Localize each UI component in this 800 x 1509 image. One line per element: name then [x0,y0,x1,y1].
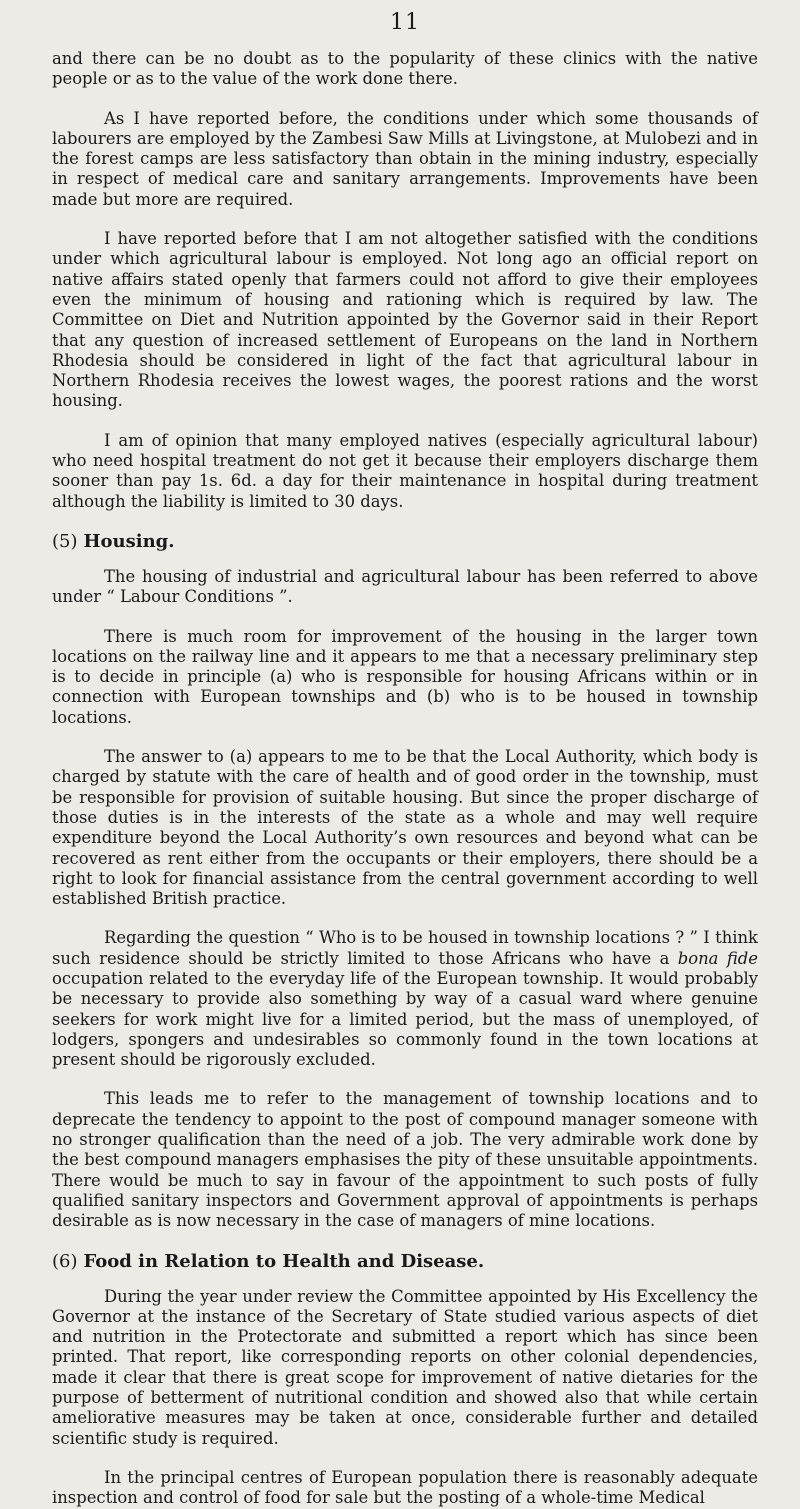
page-number: 11 [390,10,420,35]
paragraph-text: occupation related to the everyday life of the European township. It would probably be necessary to provide also something by way of a casual ward where genuine seekers for work might live for a limited period, but the mass of unemployed, of lodgers, spongers and undesirables so commonly found in the town locations at present should be rigorously excluded. [52,968,758,1070]
paragraph-food-inspection: In the principal centres of European population there is reasonably adequate inspection and control of food for sale but the posting of a whole-time Medical [52,1467,758,1508]
section-title: Housing. [83,530,175,552]
paragraph-text: Regarding the question “ Who is to be housed in township locations ? ” I think such residence should be strictly limited to those Africans who have a [52,928,758,968]
paragraph-agricultural-labour: I have reported before that I am not altogether satisfied with the conditions under which agricultural labour is employed. Not long ago an official report on native affairs stated openly that farmers could not afford to give their employees even the minimum of housing and rationing which is required by law. The Committee on Diet and Nutrition appointed by the Governor said in their Report that any question of increased settlement of Europeans on the land in Northern Rhodesia should be considered in light of the fact that agricultural labour in Northern Rhodesia receives the lowest wages, the poorest rations and the worst housing. [52,229,758,411]
section-number: (6) [52,1250,78,1272]
paragraph-clinics-continued: and there can be no doubt as to the popularity of these clinics with the native people or as to the value of the work done there. [52,49,758,89]
paragraph-housing-intro: The housing of industrial and agricultural labour has been referred to above under “ Labour Conditions ”. [52,566,758,607]
emphasis-bona-fide: bona fide [677,948,758,968]
section-number: (5) [52,530,78,552]
paragraph-diet-committee: During the year under review the Committee appointed by His Excellency the Governor at the instance of the Secretary of State studied various aspects of diet and nutrition in the Protectorate and submitted a report which has since been printed. That report, like corresponding reports on other colonial dependencies, made it clear that there is great scope for improvement of native dietaries for the purpose of betterment of nutritional condition and showed also that while certain ameliorative measures may be taken at once, considerable further and detailed scientific study is required. [52,1286,758,1448]
section-heading-food [52,1251,758,1273]
section-title: Food in Relation to Health and Disease. [83,1250,485,1272]
paragraph-who-housed [52,928,758,1070]
paragraph-town-locations: There is much room for improvement of the housing in the larger town locations on the railway line and it appears to me that a necessary preliminary step is to decide in principle (a) who is responsible for housing Africans within or in connection with European townships and (b) who is to be housed in township locations. [52,626,758,727]
paragraph-hospital-treatment: I am of opinion that many employed natives (especially agricultural labour) who need hospital treatment do not get it because their employers discharge them sooner than pay 1s. 6d. a day for their maintenance in hospital during treatment although the liability is limited to 30 days. [52,430,758,511]
paragraph-local-authority: The answer to (a) appears to me to be that the Local Authority, which body is charged by statute with the care of health and of good order in the township, must be responsible for provision of suitable housing. But since the proper discharge of those duties is in the interests of the state as a whole and may well require expenditure beyond the Local Authority’s own resources and beyond what can be recovered as rent either from the occupants or their employers, there should be a right to look for financial assistance from the central government according to well established British practice. [52,747,758,909]
paragraph-saw-mills: As I have reported before, the conditions under which some thousands of labourers are employed by the Zambesi Saw Mills at Livingstone, at Mulobezi and in the forest camps are less satisfactory than obtain in the mining industry, especially in respect of medical care and sanitary arrangements. Improvements have been made but more are required. [52,108,759,209]
section-heading-housing [52,531,758,553]
paragraph-compound-managers: This leads me to refer to the management of township locations and to deprecate the tendency to appoint to the post of compound manager someone with no stronger qualification than the need of a job. The very admirable work done by the best compound managers emphasises the pity of these unsuitable appointments. There would be much to say in favour of the appointment to such posts of fully qualified sanitary inspectors and Government approval of appointments is perhaps desirable as is now necessary in the case of managers of mine locations. [52,1089,758,1231]
